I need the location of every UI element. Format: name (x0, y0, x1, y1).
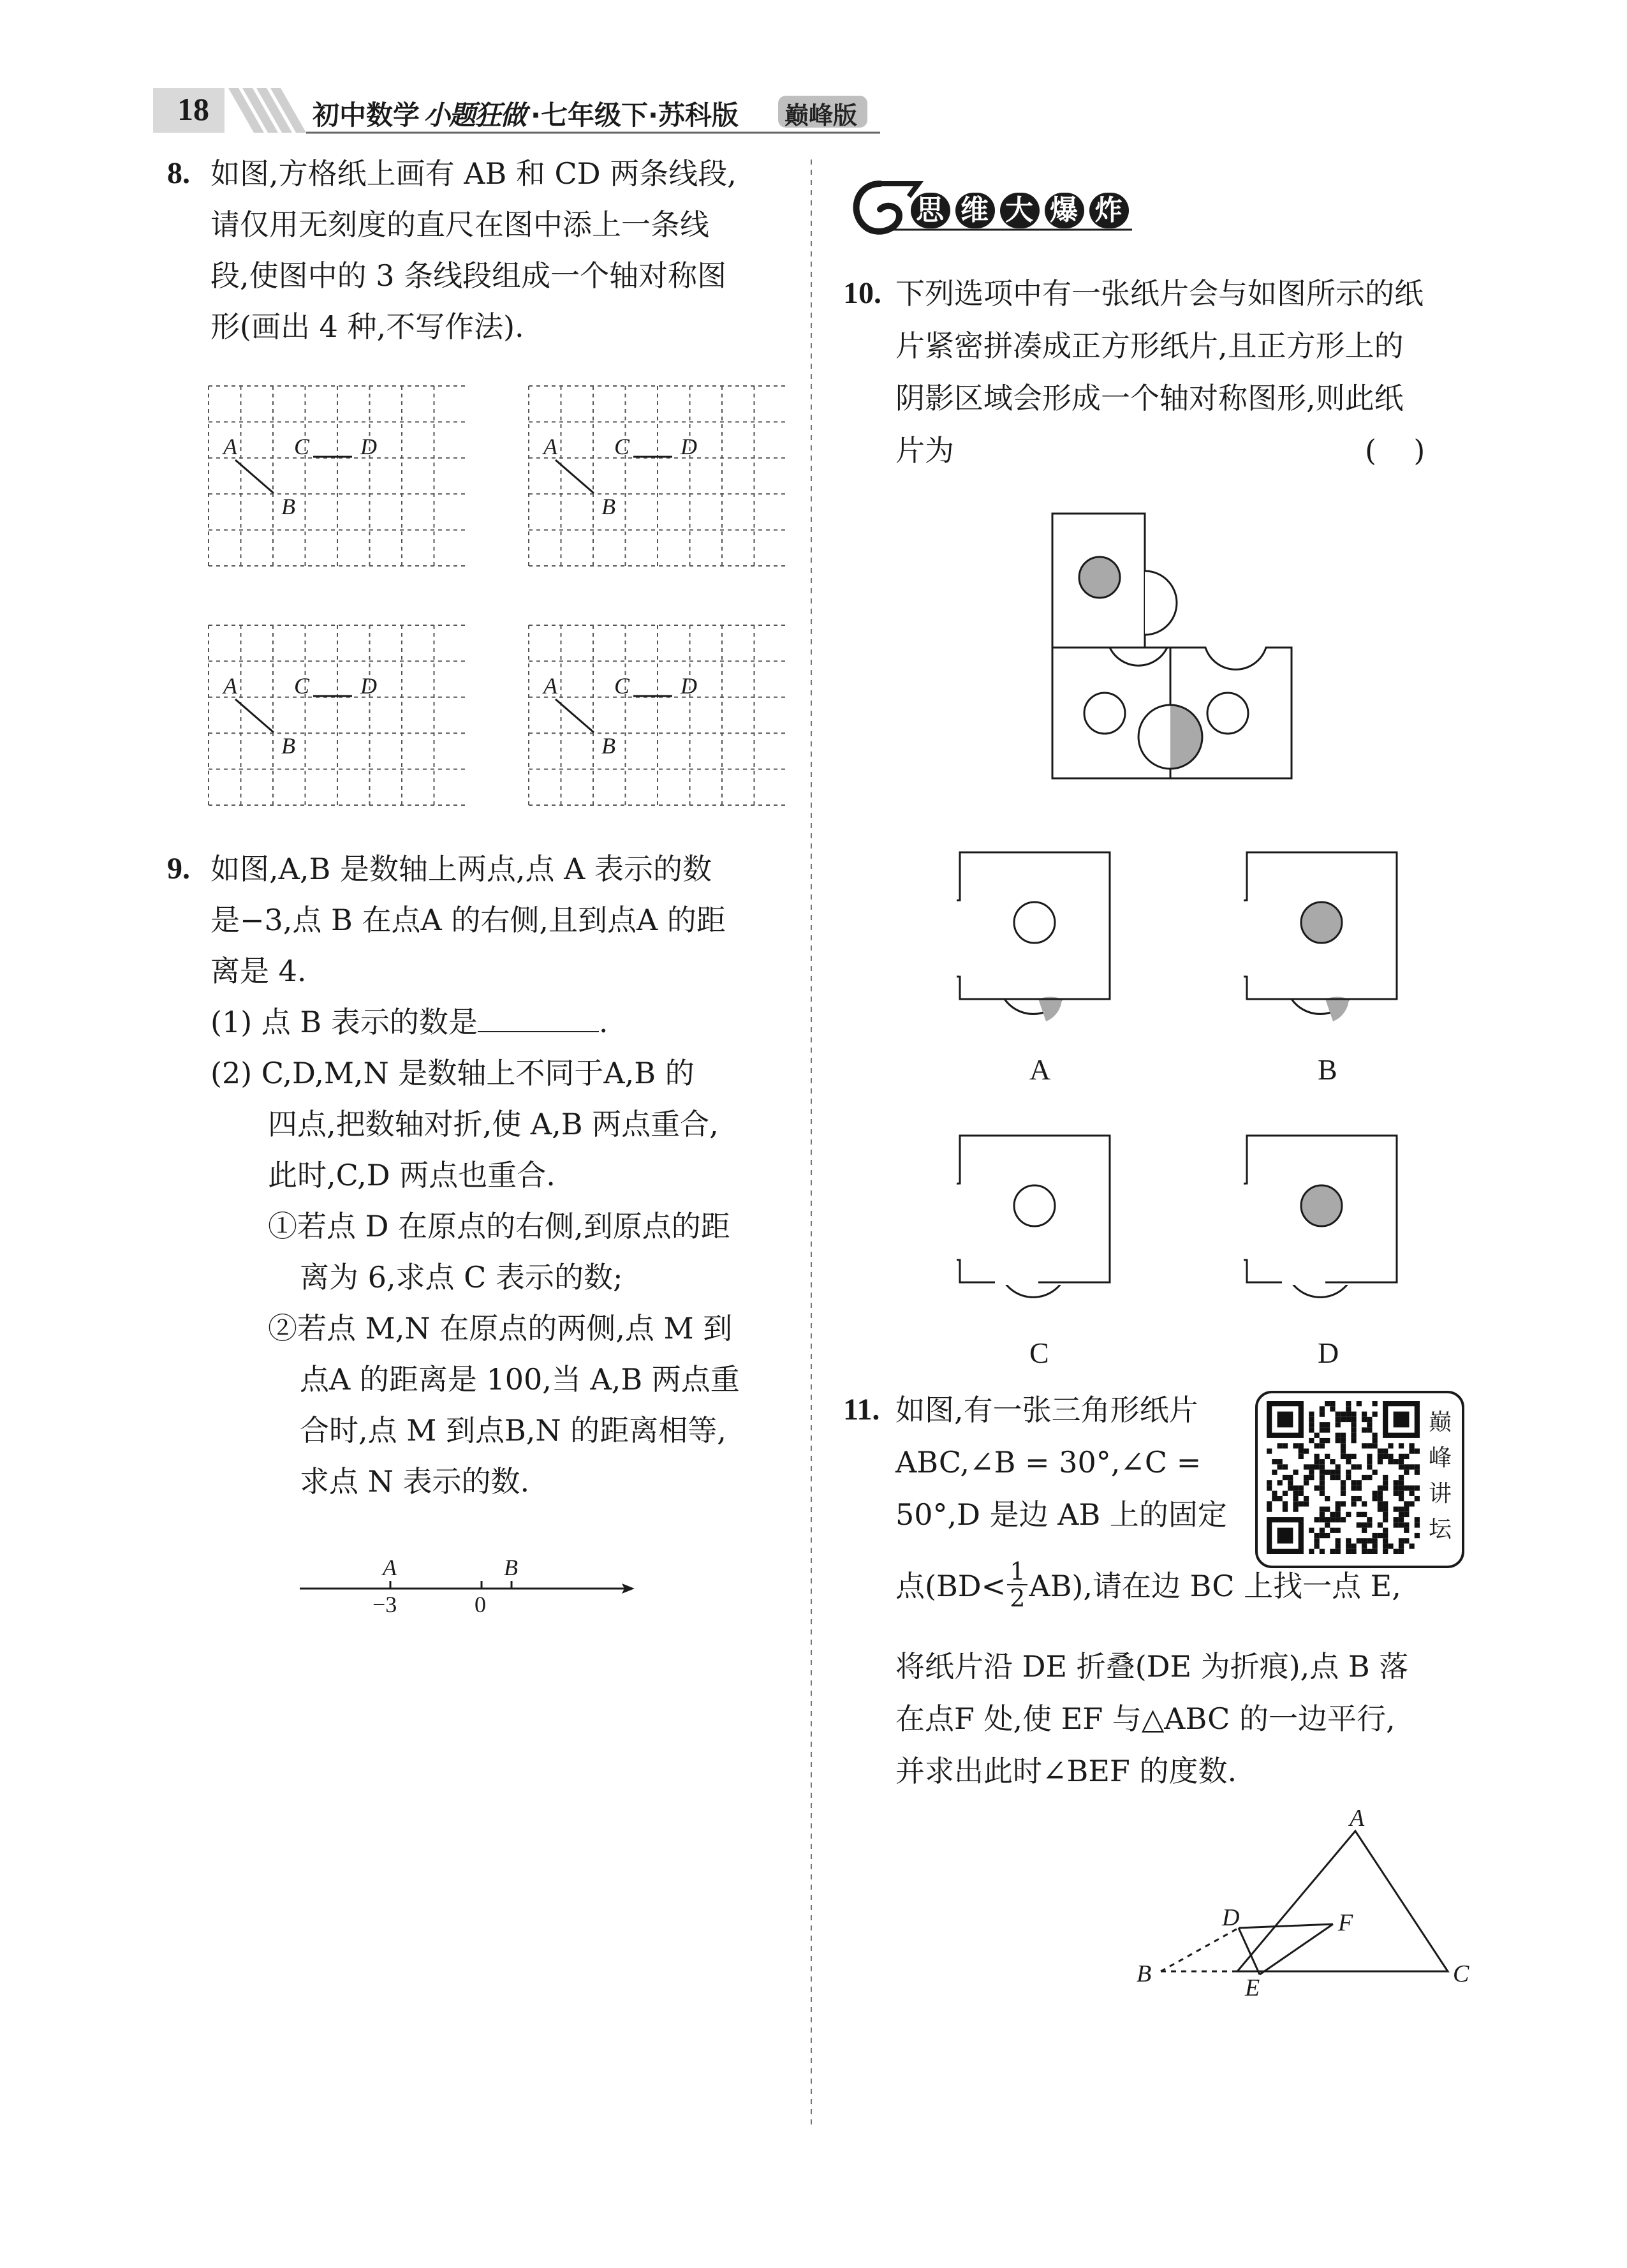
q11-line-2: ABC,∠B = 30°,∠C = (895, 1445, 1202, 1479)
qr-side-char: 讲 (1428, 1481, 1452, 1507)
puzzle-figure (1033, 510, 1327, 804)
fraction-numerator: 1 (1007, 1559, 1027, 1585)
grid-label-a: A (223, 673, 237, 699)
qr-side-char: 峰 (1428, 1445, 1452, 1471)
grid-lines (209, 625, 466, 805)
q9-sub-2-line-4: 求点 N 表示的数. (300, 1464, 530, 1499)
option-a-figure[interactable] (957, 846, 1123, 1037)
q9-sub-2-line-1: ②若点 M,N 在原点的两侧,点 M 到 (268, 1311, 733, 1345)
grid-figure-2 (527, 385, 786, 570)
option-b-label[interactable]: B (1318, 1053, 1337, 1086)
piece-circle (1301, 902, 1342, 943)
tri-label-e: E (1245, 1975, 1260, 2001)
qr-side-text (1427, 1405, 1453, 1548)
q10-number: 10. (843, 276, 881, 310)
q11-line-1: 如图,有一张三角形纸片 (895, 1393, 1198, 1427)
grid-label-a: A (543, 434, 557, 459)
grid-label-c: C (294, 434, 310, 459)
book-logo-text: 小题狂做 (423, 100, 526, 131)
bottom-shade (1325, 997, 1349, 1021)
triangle-figure (1135, 1805, 1480, 2001)
q11-number: 11. (843, 1393, 880, 1427)
grid-label-b: B (601, 494, 615, 519)
grid-label-d: D (681, 673, 697, 699)
section-banner (842, 171, 1139, 241)
q9-part-2-line-2: 四点,把数轴对折,使 A,B 两点重合, (268, 1107, 719, 1141)
q9-number: 9. (167, 852, 190, 886)
q10-line-2: 片紧密拼凑成正方形纸片,且正方形上的 (895, 329, 1404, 363)
q9-part-1 (210, 997, 608, 1048)
option-b-figure[interactable] (1244, 846, 1410, 1037)
qr-code-icon[interactable] (1267, 1401, 1420, 1554)
q8-line-1: 如图,方格纸上画有 AB 和 CD 两条线段, (210, 156, 737, 191)
grid-label-a: A (223, 434, 237, 459)
tri-label-d: D (1222, 1904, 1240, 1931)
piece-circle (1014, 1185, 1055, 1226)
grid-figure-3 (207, 624, 466, 809)
q10-line-3: 阴影区域会形成一个轴对称图形,则此纸 (895, 381, 1404, 415)
tri-label-c: C (1453, 1960, 1469, 1987)
q9-part-1-end: . (598, 1005, 608, 1039)
grid-label-c: C (614, 673, 630, 699)
axis-label-a: A (383, 1555, 397, 1580)
axis-label-b: B (504, 1555, 518, 1580)
grid-label-b: B (601, 733, 615, 759)
grid-label-d: D (360, 673, 377, 699)
answer-bracket[interactable]: ( ) (1365, 433, 1425, 468)
q8-line-3: 段,使图中的 3 条线段组成一个轴对称图 (210, 258, 727, 293)
grid-label-c: C (294, 673, 310, 699)
grid-figure-1 (207, 385, 466, 570)
number-line-figure (293, 1557, 638, 1627)
edition-badge: 巅峰版 (784, 101, 858, 130)
q11-line-6: 在点F 处,使 EF 与△ABC 的一边平行, (895, 1701, 1395, 1736)
q11-line-7: 并求出此时∠BEF 的度数. (895, 1754, 1237, 1788)
tri-label-f: F (1338, 1909, 1353, 1936)
q8-line-2: 请仅用无刻度的直尺在图中添上一条线 (210, 207, 709, 242)
column-divider (810, 159, 813, 2124)
q9-part-2-line-1: (2) C,D,M,N 是数轴上不同于A,B 的 (210, 1056, 695, 1090)
number-line (293, 1557, 638, 1627)
q11-line-4-start: 点(BD< (895, 1569, 1006, 1603)
section-title: 思维大爆炸 (916, 194, 1139, 226)
option-c-figure[interactable] (957, 1129, 1123, 1321)
qr-code-block[interactable] (1255, 1391, 1464, 1568)
q11-line-3: 50°,D 是边 AB 上的固定 (895, 1497, 1227, 1532)
q9-sub-1-line-2: 离为 6,求点 C 表示的数; (300, 1260, 623, 1294)
grid-lines (209, 386, 466, 566)
fraction (1007, 1559, 1027, 1611)
grid-label-b: B (281, 494, 295, 519)
option-c-label[interactable]: C (1029, 1337, 1049, 1369)
q9-part-2-line-3: 此时,C,D 两点也重合. (268, 1158, 556, 1192)
q9-sub-2-line-3: 合时,点 M 到点B,N 的距离相等, (300, 1413, 726, 1448)
piece-circle (1301, 1185, 1342, 1226)
book-title-suffix: ·七年级下·苏科版 (531, 100, 739, 131)
q9-line-1: 如图,A,B 是数轴上两点,点 A 表示的数 (210, 852, 712, 886)
page-header (153, 85, 880, 135)
q8-line-4: 形(画出 4 种,不写作法). (210, 309, 524, 344)
axis-tick-label-zero: 0 (475, 1592, 486, 1617)
q9-line-3: 离是 4. (210, 954, 307, 988)
q11-line-4 (895, 1557, 1401, 1615)
tri-label-b: B (1137, 1960, 1152, 1987)
grid-label-c: C (614, 434, 630, 459)
answer-blank[interactable] (478, 1002, 599, 1032)
axis-tick-label-a: −3 (372, 1592, 397, 1617)
q11-line-4-end: AB),请在边 BC 上找一点 E, (1029, 1569, 1401, 1603)
option-a-label[interactable]: A (1029, 1053, 1051, 1086)
grid-label-d: D (360, 434, 377, 459)
tri-label-a: A (1350, 1805, 1365, 1832)
grid-label-d: D (681, 434, 697, 459)
grid-figure-4 (527, 624, 786, 809)
triangle-abc (1135, 1812, 1480, 1997)
grid-lines (529, 386, 786, 566)
grid-label-a: A (543, 673, 557, 699)
q8-number: 8. (167, 156, 190, 190)
q10-line-1: 下列选项中有一张纸片会与如图所示的纸 (895, 276, 1424, 311)
q11-line-5: 将纸片沿 DE 折叠(DE 为折痕),点 B 落 (895, 1649, 1409, 1684)
fraction-denominator: 2 (1010, 1584, 1026, 1612)
option-d-label[interactable]: D (1318, 1337, 1339, 1369)
qr-side-char: 坛 (1428, 1516, 1452, 1543)
qr-side-char: 巅 (1428, 1409, 1452, 1435)
q10-line-4: 片为 (895, 433, 954, 468)
q9-sub-2-line-2: 点A 的距离是 100,当 A,B 两点重 (300, 1362, 740, 1397)
book-title-prefix: 初中数学 (313, 100, 420, 131)
q9-line-2: 是−3,点 B 在点A 的右侧,且到点A 的距 (210, 903, 726, 937)
piece-circle (1014, 902, 1055, 943)
q9-part-1-text: (1) 点 B 表示的数是 (210, 1005, 478, 1039)
bottom-shade (1038, 997, 1062, 1021)
option-d-figure[interactable] (1244, 1129, 1410, 1321)
grid-lines (529, 625, 786, 805)
page-number: 18 (177, 91, 209, 127)
q9-sub-1-line-1: ①若点 D 在原点的右侧,到原点的距 (268, 1209, 730, 1243)
grid-label-b: B (281, 733, 295, 759)
